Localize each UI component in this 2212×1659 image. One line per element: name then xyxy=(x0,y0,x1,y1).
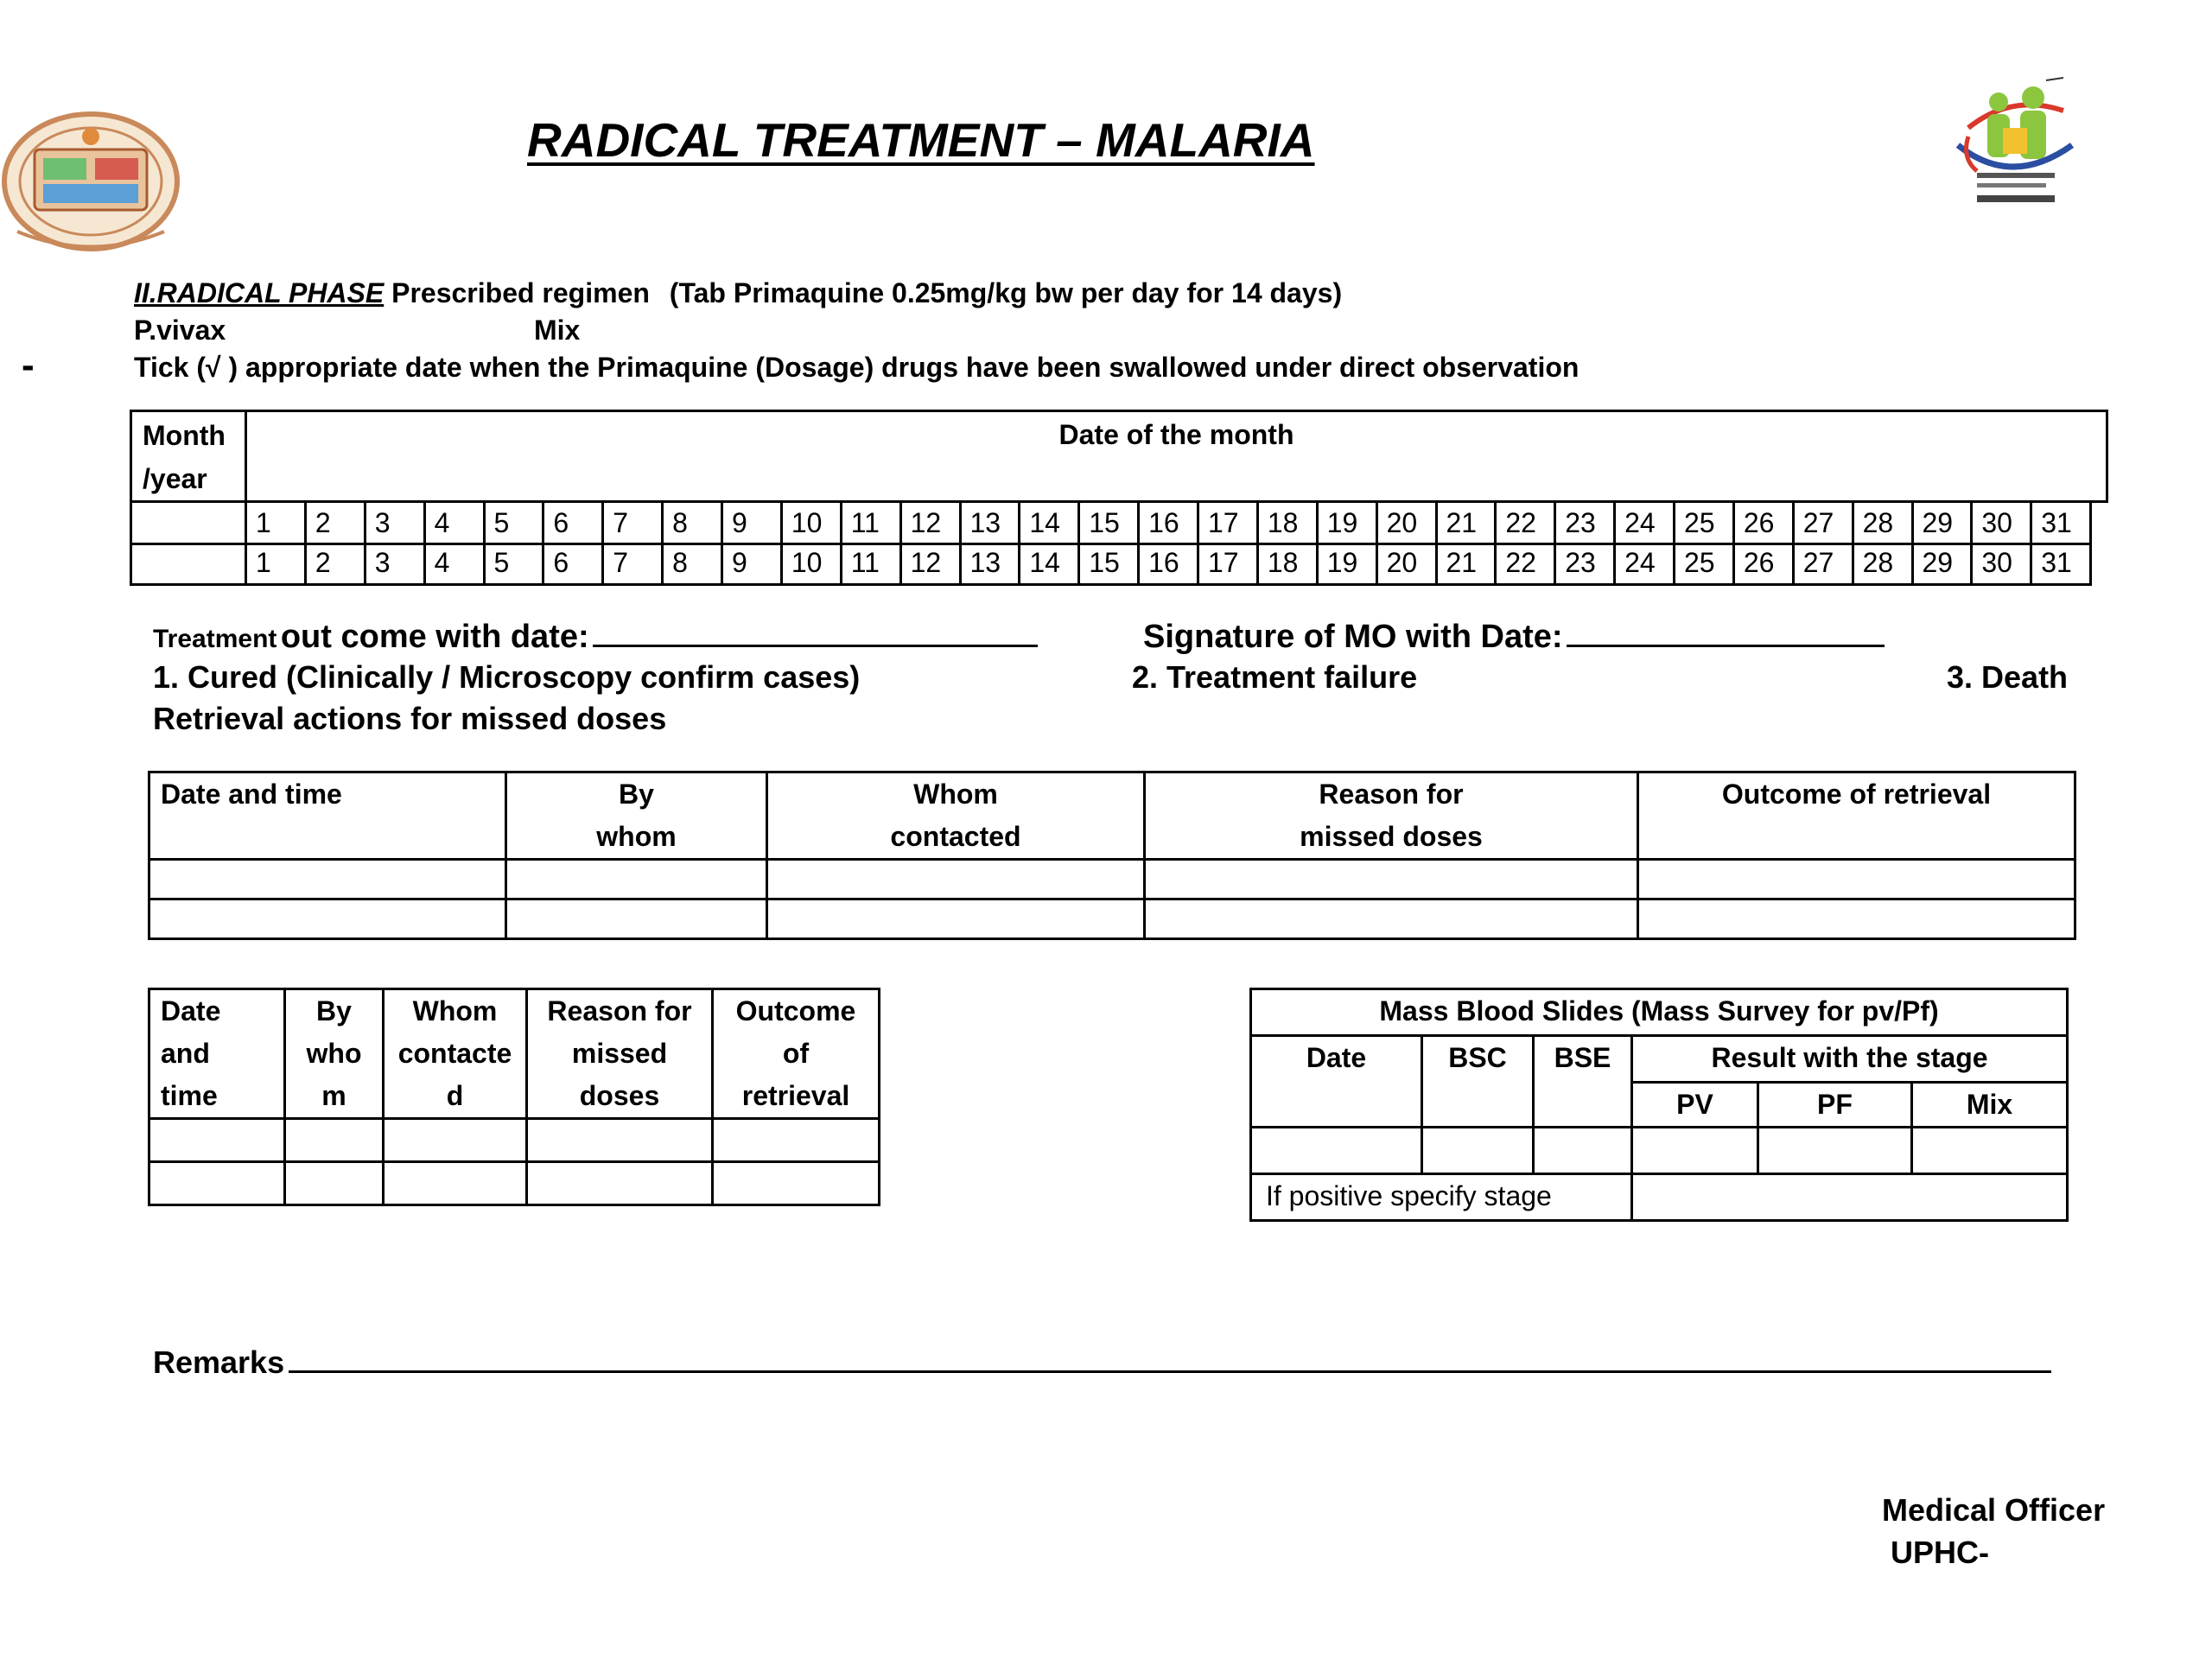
col2-line1: By xyxy=(316,995,352,1027)
day-cell[interactable]: 21 xyxy=(1438,503,1497,543)
col1-line1: Date xyxy=(161,995,221,1027)
day-cell[interactable]: 18 xyxy=(1259,503,1319,543)
table-cell[interactable] xyxy=(1638,860,2075,899)
day-cell[interactable]: 29 xyxy=(1914,503,1974,543)
pvivax-label: P.vivax xyxy=(134,315,226,346)
day-cell[interactable]: 14 xyxy=(1020,543,1080,583)
col-date-and-time xyxy=(149,989,285,1119)
col2-line2: who xyxy=(306,1038,362,1069)
table-header-row xyxy=(149,772,2075,860)
table-cell[interactable] xyxy=(149,860,506,899)
day-cell[interactable]: 10 xyxy=(783,503,842,543)
col-by-whom-l1: By xyxy=(619,779,654,810)
day-cell[interactable]: 23 xyxy=(1556,503,1616,543)
day-cell[interactable]: 28 xyxy=(1854,543,1914,583)
day-cell[interactable]: 3 xyxy=(366,503,426,543)
col-by-whom xyxy=(285,989,384,1119)
day-cell[interactable]: 19 xyxy=(1319,543,1378,583)
day-cell[interactable]: 27 xyxy=(1795,543,1854,583)
table-cell[interactable] xyxy=(1912,1128,2068,1174)
table-cell[interactable] xyxy=(384,1119,527,1162)
treatment-label: Treatment xyxy=(153,625,277,653)
day-cell[interactable]: 17 xyxy=(1199,543,1259,583)
option-treatment-failure: 2. Treatment failure xyxy=(1132,659,1418,695)
mix-label: Mix xyxy=(534,315,581,346)
day-cell[interactable]: 18 xyxy=(1259,543,1319,583)
col1-line3: time xyxy=(161,1080,218,1111)
col3-line2: contacte xyxy=(397,1038,512,1069)
regimen-line xyxy=(134,277,1342,309)
date-of-month-header: Date of the month xyxy=(1058,419,1294,450)
day-cell[interactable]: 16 xyxy=(1140,503,1199,543)
table-cell[interactable] xyxy=(1422,1128,1534,1174)
option-cured: 1. Cured (Clinically / Microscopy confirm cases) xyxy=(153,659,861,695)
tick-instruction: Tick (√ ) appropriate date when the Primaquine (Dosage) drugs have been swallowed under direct observation xyxy=(134,352,1580,383)
table-cell[interactable] xyxy=(527,1119,713,1162)
day-cell[interactable]: 25 xyxy=(1675,543,1735,583)
day-cell[interactable]: 21 xyxy=(1438,543,1497,583)
table-cell[interactable] xyxy=(1758,1128,1912,1174)
table-row xyxy=(149,899,2075,939)
table-cell[interactable] xyxy=(1145,899,1638,939)
remarks-field[interactable] xyxy=(289,1339,2051,1373)
day-cell[interactable]: 11 xyxy=(842,503,902,543)
table-row xyxy=(149,1119,880,1162)
medical-officer-label: Medical Officer xyxy=(1882,1492,2106,1528)
day-cell[interactable]: 2 xyxy=(307,543,366,583)
col-result-with-stage: Result with the stage xyxy=(1632,1036,2068,1083)
day-cell[interactable]: 6 xyxy=(544,503,604,543)
day-cell[interactable]: 22 xyxy=(1497,543,1556,583)
day-cell[interactable]: 23 xyxy=(1556,543,1616,583)
day-cell[interactable]: 20 xyxy=(1378,503,1438,543)
day-cell[interactable]: 19 xyxy=(1319,503,1378,543)
treatment-outcome-line xyxy=(153,613,1038,656)
col-pf: PF xyxy=(1758,1083,1912,1128)
table-cell[interactable] xyxy=(285,1119,384,1162)
col-date: Date xyxy=(1251,1036,1422,1128)
mass-blood-slides-table xyxy=(1249,988,2069,1222)
day-cell[interactable]: 27 xyxy=(1795,503,1854,543)
table-cell[interactable] xyxy=(506,899,767,939)
day-cell[interactable]: 5 xyxy=(486,503,545,543)
col-outcome xyxy=(713,989,880,1119)
month-year-cell xyxy=(132,412,247,500)
day-cell[interactable]: 20 xyxy=(1378,543,1438,583)
date-grid-row xyxy=(132,543,2089,583)
table-cell[interactable] xyxy=(713,1162,880,1205)
col-outcome: Outcome of retrieval xyxy=(1638,772,2075,860)
day-cell[interactable]: 7 xyxy=(604,503,664,543)
table-cell[interactable] xyxy=(506,860,767,899)
mass-blood-title: Mass Blood Slides (Mass Survey for pv/Pf) xyxy=(1251,989,2068,1036)
retrieval-table-wide xyxy=(148,771,2076,940)
day-cell[interactable]: 14 xyxy=(1020,503,1080,543)
table-cell[interactable] xyxy=(149,1119,285,1162)
col4-line3: doses xyxy=(579,1080,660,1111)
month-label: Month xyxy=(143,420,226,451)
col-by-whom xyxy=(506,772,767,860)
option-death: 3. Death xyxy=(1947,659,2069,695)
day-cell[interactable]: 28 xyxy=(1854,503,1914,543)
table-header-row xyxy=(149,989,880,1119)
day-cell[interactable]: 16 xyxy=(1140,543,1199,583)
day-cell[interactable]: 3 xyxy=(366,543,426,583)
day-cell[interactable]: 31 xyxy=(2041,507,2072,538)
day-cell[interactable]: 17 xyxy=(1199,503,1259,543)
table-cell[interactable] xyxy=(384,1162,527,1205)
col3-line3: d xyxy=(446,1080,464,1111)
col-pv: PV xyxy=(1632,1083,1758,1128)
col5-line3: retrieval xyxy=(741,1080,850,1111)
day-cell[interactable]: 26 xyxy=(1735,543,1795,583)
day-cell[interactable]: 24 xyxy=(1616,503,1675,543)
day-cell[interactable]: 8 xyxy=(664,503,723,543)
table-row xyxy=(149,860,2075,899)
day-cell[interactable]: 30 xyxy=(1973,503,2032,543)
table-cell[interactable] xyxy=(527,1162,713,1205)
day-cell[interactable]: 30 xyxy=(1973,543,2032,583)
col4-line2: missed xyxy=(571,1038,668,1069)
day-cell[interactable]: 26 xyxy=(1735,503,1795,543)
col2-line3: m xyxy=(321,1080,346,1111)
dash-mark: - xyxy=(22,344,35,386)
date-grid-rows xyxy=(130,503,2092,586)
day-cell[interactable]: 15 xyxy=(1080,543,1140,583)
col-reason xyxy=(1145,772,1638,860)
uphc-label: UPHC- xyxy=(1891,1535,1989,1570)
table-cell[interactable] xyxy=(1251,1128,1422,1174)
signature-line xyxy=(1143,613,1885,656)
col-mix: Mix xyxy=(1912,1083,2068,1128)
day-cell[interactable]: 9 xyxy=(723,503,783,543)
table-cell[interactable] xyxy=(149,899,506,939)
day-cell[interactable]: 25 xyxy=(1675,503,1735,543)
outcome-with-date-label: out come with date: xyxy=(280,619,589,655)
day-cell[interactable]: 22 xyxy=(1497,503,1556,543)
signature-label: Signature of MO with Date: xyxy=(1143,619,1563,655)
positive-stage-field[interactable] xyxy=(1632,1174,2068,1221)
col-whom-contacted xyxy=(767,772,1145,860)
day-cell[interactable]: 15 xyxy=(1080,503,1140,543)
col4-line1: Reason for xyxy=(547,995,692,1027)
month-entry-cell[interactable] xyxy=(132,543,247,583)
table-cell[interactable] xyxy=(1534,1128,1632,1174)
col-bse: BSE xyxy=(1534,1036,1632,1128)
col-by-whom-l2: whom xyxy=(596,821,677,852)
prescribed-regimen-detail: (Tab Primaquine 0.25mg/kg bw per day for 14 days) xyxy=(669,277,1343,308)
positive-stage-row xyxy=(1251,1174,2068,1221)
month-entry-cell[interactable] xyxy=(132,503,247,543)
retrieval-table-small xyxy=(148,988,880,1206)
table-cell[interactable] xyxy=(285,1162,384,1205)
day-cell[interactable]: 12 xyxy=(902,543,962,583)
col5-line2: of xyxy=(782,1038,810,1069)
col-bsc: BSC xyxy=(1422,1036,1534,1128)
table-cell[interactable] xyxy=(713,1119,880,1162)
col-whom-contacted xyxy=(384,989,527,1119)
positive-stage-label: If positive specify stage xyxy=(1251,1174,1632,1221)
day-cell[interactable]: 10 xyxy=(783,543,842,583)
municipal-seal-logo xyxy=(0,111,181,253)
day-cell[interactable]: 13 xyxy=(962,503,1021,543)
day-cell[interactable]: 11 xyxy=(842,543,902,583)
page-title: RADICAL TREATMENT – MALARIA xyxy=(527,113,1315,167)
day-cell[interactable]: 13 xyxy=(962,543,1021,583)
col-whom-contacted-l2: contacted xyxy=(890,821,1021,852)
day-cell[interactable]: 4 xyxy=(426,543,486,583)
remarks-line xyxy=(153,1339,2051,1381)
table-cell[interactable] xyxy=(767,899,1145,939)
day-cell[interactable]: 4 xyxy=(426,503,486,543)
remarks-label: Remarks xyxy=(153,1344,285,1380)
table-row xyxy=(149,1162,880,1205)
col-reason xyxy=(527,989,713,1119)
day-cell[interactable]: 6 xyxy=(544,543,604,583)
nvbdcp-logo xyxy=(1951,76,2079,214)
day-cell[interactable]: 2 xyxy=(307,503,366,543)
day-cell[interactable]: 24 xyxy=(1616,543,1675,583)
day-cell[interactable]: 9 xyxy=(723,543,783,583)
col1-line2: and xyxy=(161,1038,210,1069)
radical-phase-heading: II.RADICAL PHASE xyxy=(134,277,385,308)
signature-date-field[interactable] xyxy=(1567,613,1885,647)
col-reason-l1: Reason for xyxy=(1319,779,1464,810)
retrieval-heading: Retrieval actions for missed doses xyxy=(153,701,667,736)
table-row xyxy=(1251,1128,2068,1174)
prescribed-regimen-label: Prescribed regimen xyxy=(391,277,650,308)
day-cell[interactable]: 1 xyxy=(247,503,307,543)
year-label: /year xyxy=(143,463,207,494)
mass-blood-title-row xyxy=(1251,989,2068,1036)
col-date-time: Date and time xyxy=(149,772,506,860)
col-reason-l2: missed doses xyxy=(1300,821,1483,852)
col5-line1: Outcome xyxy=(735,995,856,1027)
table-cell[interactable] xyxy=(149,1162,285,1205)
mass-blood-header-row xyxy=(1251,1036,2068,1083)
outcome-date-field[interactable] xyxy=(593,613,1038,647)
day-cell[interactable]: 7 xyxy=(604,543,664,583)
day-cell[interactable]: 1 xyxy=(247,543,307,583)
day-cell[interactable]: 8 xyxy=(664,543,723,583)
col3-line1: Whom xyxy=(412,995,498,1027)
table-cell[interactable] xyxy=(1632,1128,1758,1174)
date-grid-header xyxy=(130,410,2108,503)
day-cell[interactable]: 31 xyxy=(2041,547,2072,578)
day-cell[interactable]: 12 xyxy=(902,503,962,543)
table-cell[interactable] xyxy=(1145,860,1638,899)
date-grid-row xyxy=(132,503,2089,545)
day-cell[interactable]: 29 xyxy=(1914,543,1974,583)
table-cell[interactable] xyxy=(1638,899,2075,939)
col-whom-contacted-l1: Whom xyxy=(913,779,998,810)
table-cell[interactable] xyxy=(767,860,1145,899)
day-cell[interactable]: 5 xyxy=(486,543,545,583)
